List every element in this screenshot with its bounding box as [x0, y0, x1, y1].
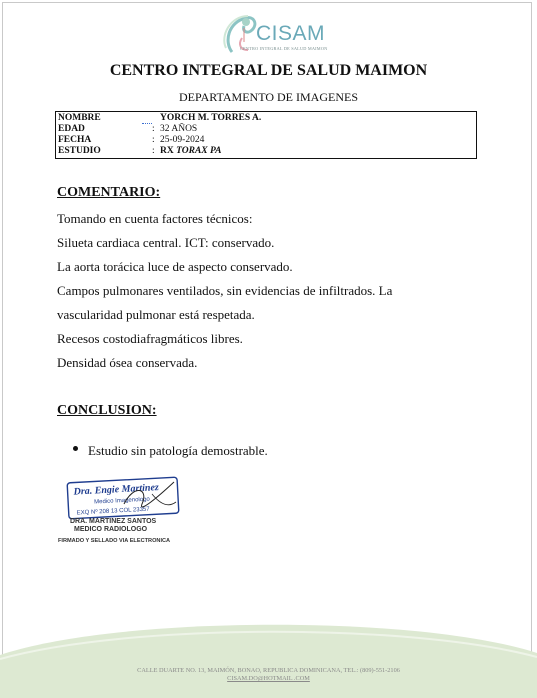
date-colon: : [152, 135, 155, 145]
doctor-role: MEDICO RADIOLOGO [74, 526, 148, 533]
comment-line: Tomando en cuenta factores técnicos: [57, 211, 253, 226]
comment-heading: COMENTARIO: [57, 185, 161, 200]
page-frame [2, 2, 532, 694]
date-row [58, 135, 204, 146]
age-label: EDAD [58, 124, 85, 134]
study-value-prefix: RX [160, 146, 174, 156]
date-label: FECHA [58, 135, 92, 145]
logo-wordmark: CISAM [256, 22, 326, 45]
footer-wave [0, 615, 537, 698]
date-value: 25-09-2024 [160, 135, 205, 145]
age-row [58, 124, 197, 135]
stamp-exq: EXQ Nº 208 13 COL 23357 [76, 506, 150, 517]
comment-line: Silueta cardiaca central. ICT: conservado. [57, 235, 275, 250]
comment-line: La aorta torácica luce de aspecto conservado. [57, 259, 293, 274]
age-colon: : [152, 124, 155, 134]
footer-address: CALLE DUARTE NO. 13, MAIMÓN, BONAO, REPUBLICA DOMINICANA, TEL.: (809)-551-2106 [137, 667, 400, 674]
name-row [58, 113, 261, 124]
name-label: NOMBRE [58, 113, 101, 123]
stamp-name: Dra. Engie Martinez [73, 482, 160, 498]
name-colon [152, 113, 160, 124]
comment-line: vascularidad pulmonar está respetada. [57, 307, 255, 322]
study-label: ESTUDIO [58, 146, 101, 156]
study-value-italic: TORAX PA [176, 146, 222, 156]
stamp-role: Medico Imagenologo [94, 496, 150, 506]
study-colon: : [152, 146, 155, 156]
comment-line: Densidad ósea conservada. [57, 355, 198, 370]
clinic-title: CENTRO INTEGRAL DE SALUD MAIMON [109, 62, 428, 79]
bullet-icon [73, 446, 78, 451]
department-title: DEPARTAMENTO DE IMAGENES [179, 90, 358, 104]
name-value: YORCH M. TORRES A. [160, 113, 262, 123]
logo-subtitle: CENTRO INTEGRAL DE SALUD MAIMON [240, 46, 328, 51]
study-row [58, 146, 221, 157]
comment-line: Campos pulmonares ventilados, sin evidencias de infiltrados. La [57, 283, 393, 298]
conclusion-heading: CONCLUSION: [57, 403, 157, 418]
conclusion-item: Estudio sin patología demostrable. [88, 443, 268, 458]
signature-stamp [64, 474, 182, 520]
signature-block [58, 518, 170, 544]
patient-info-box [55, 111, 477, 159]
footer-email[interactable]: CISAM.DO@HOTMAIL .COM [227, 675, 310, 682]
study-value [160, 146, 221, 156]
doctor-name: DRA. MARTINEZ SANTOS [70, 518, 157, 525]
age-value: 32 AÑOS [160, 124, 198, 134]
comment-line: Recesos costodiafragmáticos libres. [57, 331, 243, 346]
signature-note: FIRMADO Y SELLADO VIA ELECTRONICA [58, 538, 171, 544]
